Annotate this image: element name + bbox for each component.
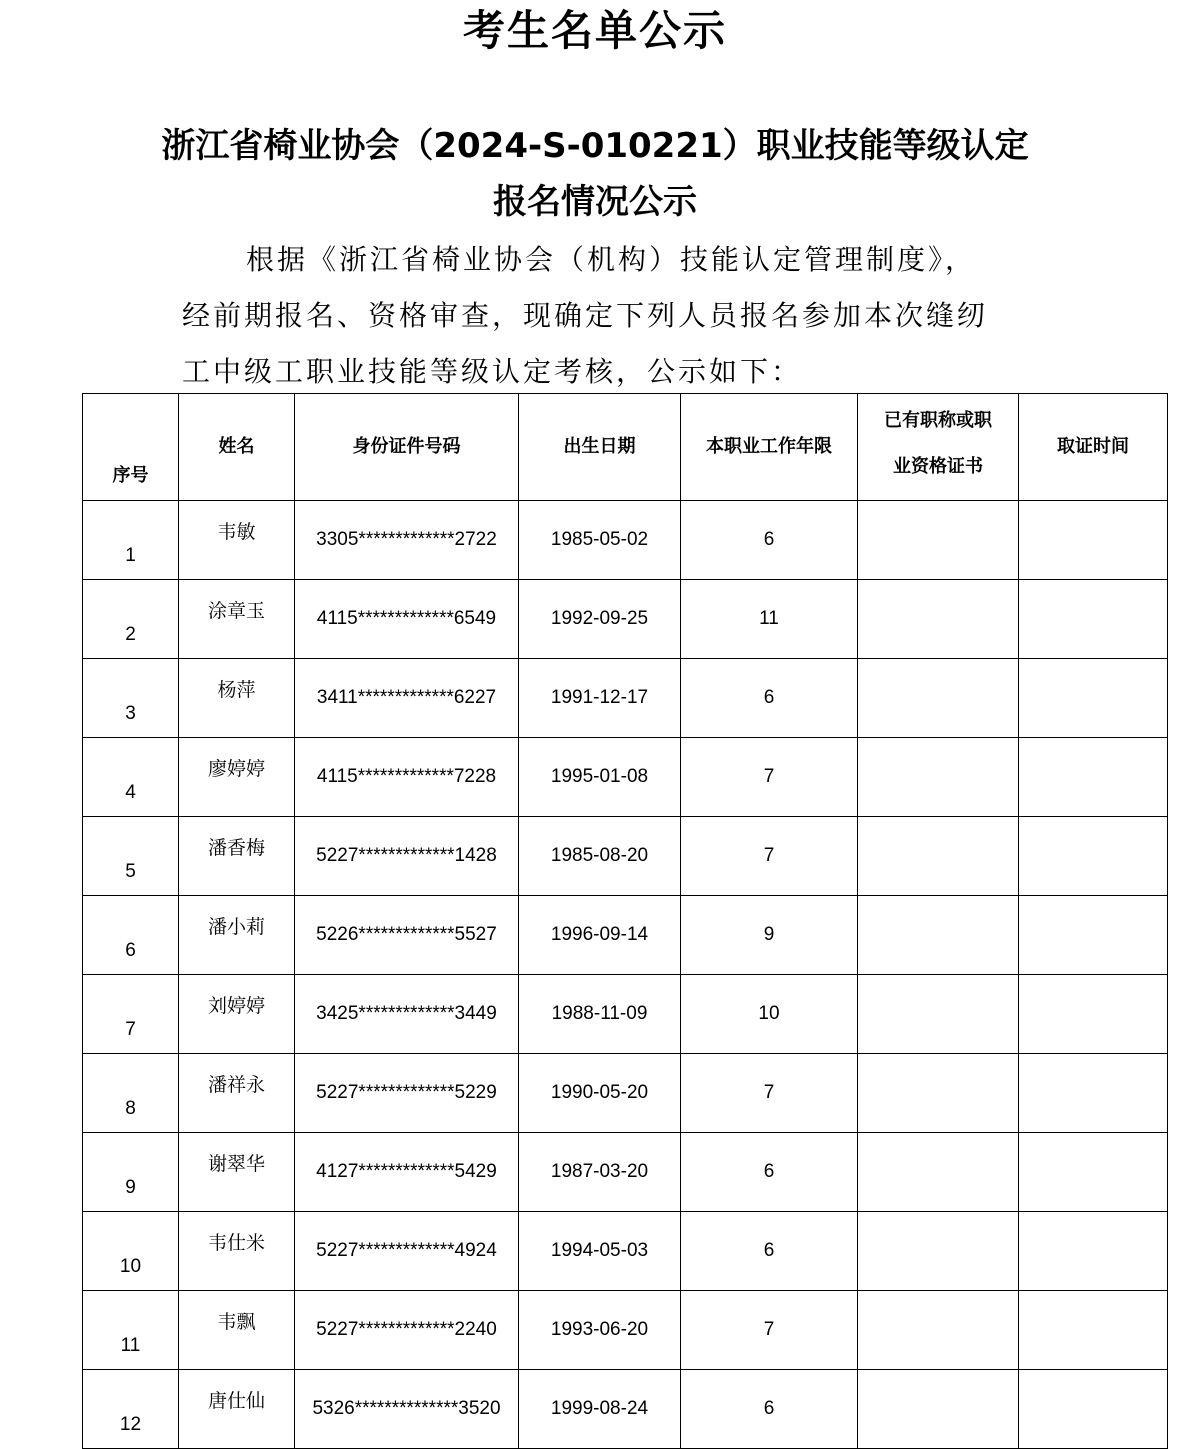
cell-cert-time [1019,817,1168,896]
cell-name: 唐仕仙 [179,1370,295,1449]
cell-seq: 1 [83,501,179,580]
cell-existing-cert [858,1133,1019,1212]
cell-seq: 2 [83,580,179,659]
cell-work-years: 7 [681,817,858,896]
cell-seq: 5 [83,817,179,896]
cell-name: 潘小莉 [179,896,295,975]
table-row [83,1291,1168,1370]
cell-birth-date: 1992-09-25 [519,580,681,659]
cell-id-number: 4127*************5429 [295,1133,519,1212]
cell-existing-cert [858,580,1019,659]
body-line-3: 工中级工职业技能等级认定考核，公示如下： [182,355,803,388]
cell-seq: 9 [83,1133,179,1212]
header-id-number: 身份证件号码 [295,394,519,501]
cell-work-years: 7 [681,1291,858,1370]
cell-seq: 6 [83,896,179,975]
cell-work-years: 6 [681,1370,858,1449]
body-paragraph [182,232,1012,400]
cell-seq: 11 [83,1291,179,1370]
cell-birth-date: 1990-05-20 [519,1054,681,1133]
cell-existing-cert [858,1054,1019,1133]
notice-title-line1: 浙江省椅业协会（2024-S-010221）职业技能等级认定 [161,126,1029,166]
table-row [83,1212,1168,1291]
table-header-row [83,394,1168,501]
cell-birth-date: 1999-08-24 [519,1370,681,1449]
table-row [83,1133,1168,1212]
cell-work-years: 11 [681,580,858,659]
cell-seq: 10 [83,1212,179,1291]
page-title: 考生名单公示 [462,6,727,55]
cell-existing-cert [858,501,1019,580]
body-line-2: 经前期报名、资格审查，现确定下列人员报名参加本次缝纫 [182,299,989,332]
cell-name: 廖婷婷 [179,738,295,817]
cell-id-number: 5326**************3520 [295,1370,519,1449]
header-existing-cert-line2: 业资格证书 [893,456,983,477]
cell-cert-time [1019,501,1168,580]
header-seq: 序号 [83,394,179,501]
table-body [83,501,1168,1449]
header-birth-date: 出生日期 [519,394,681,501]
cell-cert-time [1019,659,1168,738]
table-row [83,738,1168,817]
cell-cert-time [1019,1054,1168,1133]
notice-title-line2: 报名情况公示 [493,182,697,222]
cell-name: 谢翠华 [179,1133,295,1212]
table-row [83,975,1168,1054]
cell-id-number: 3305*************2722 [295,501,519,580]
cell-id-number: 5227*************1428 [295,817,519,896]
cell-birth-date: 1991-12-17 [519,659,681,738]
cell-id-number: 4115*************7228 [295,738,519,817]
table-row [83,896,1168,975]
table-row [83,817,1168,896]
cell-id-number: 4115*************6549 [295,580,519,659]
cell-birth-date: 1996-09-14 [519,896,681,975]
cell-birth-date: 1985-05-02 [519,501,681,580]
header-cert-time: 取证时间 [1019,394,1168,501]
cell-existing-cert [858,975,1019,1054]
cell-existing-cert [858,1291,1019,1370]
cell-cert-time [1019,1370,1168,1449]
cell-name: 韦飘 [179,1291,295,1370]
cell-seq: 12 [83,1370,179,1449]
table-row [83,659,1168,738]
cell-name: 韦敏 [179,501,295,580]
table-row [83,580,1168,659]
cell-id-number: 5227*************4924 [295,1212,519,1291]
cell-cert-time [1019,580,1168,659]
cell-work-years: 7 [681,738,858,817]
cell-id-number: 5226*************5527 [295,896,519,975]
body-line-1: 根据《浙江省椅业协会（机构）技能认定管理制度》， [246,243,977,276]
header-existing-cert [858,394,1019,501]
cell-birth-date: 1988-11-09 [519,975,681,1054]
header-work-years: 本职业工作年限 [681,394,858,501]
candidate-table [82,393,1168,1449]
cell-existing-cert [858,896,1019,975]
cell-name: 潘祥永 [179,1054,295,1133]
cell-name: 杨萍 [179,659,295,738]
cell-id-number: 5227*************5229 [295,1054,519,1133]
cell-name: 涂章玉 [179,580,295,659]
cell-existing-cert [858,1370,1019,1449]
header-existing-cert-line1: 已有职称或职 [884,410,992,431]
cell-birth-date: 1995-01-08 [519,738,681,817]
table-row [83,1370,1168,1449]
cell-existing-cert [858,817,1019,896]
cell-birth-date: 1994-05-03 [519,1212,681,1291]
cell-name: 刘婷婷 [179,975,295,1054]
cell-name: 潘香梅 [179,817,295,896]
cell-name: 韦仕米 [179,1212,295,1291]
cell-work-years: 6 [681,1133,858,1212]
cell-work-years: 7 [681,1054,858,1133]
table-row [83,1054,1168,1133]
cell-id-number: 3411*************6227 [295,659,519,738]
cell-work-years: 6 [681,501,858,580]
cell-work-years: 10 [681,975,858,1054]
cell-cert-time [1019,1291,1168,1370]
table-row [83,501,1168,580]
cell-existing-cert [858,659,1019,738]
cell-seq: 8 [83,1054,179,1133]
cell-cert-time [1019,738,1168,817]
cell-existing-cert [858,1212,1019,1291]
cell-birth-date: 1985-08-20 [519,817,681,896]
cell-cert-time [1019,896,1168,975]
cell-work-years: 6 [681,659,858,738]
cell-cert-time [1019,975,1168,1054]
cell-birth-date: 1993-06-20 [519,1291,681,1370]
cell-cert-time [1019,1212,1168,1291]
cell-seq: 3 [83,659,179,738]
cell-existing-cert [858,738,1019,817]
cell-work-years: 6 [681,1212,858,1291]
cell-id-number: 5227*************2240 [295,1291,519,1370]
cell-seq: 4 [83,738,179,817]
cell-seq: 7 [83,975,179,1054]
header-name: 姓名 [179,394,295,501]
cell-birth-date: 1987-03-20 [519,1133,681,1212]
cell-id-number: 3425*************3449 [295,975,519,1054]
cell-work-years: 9 [681,896,858,975]
cell-cert-time [1019,1133,1168,1212]
